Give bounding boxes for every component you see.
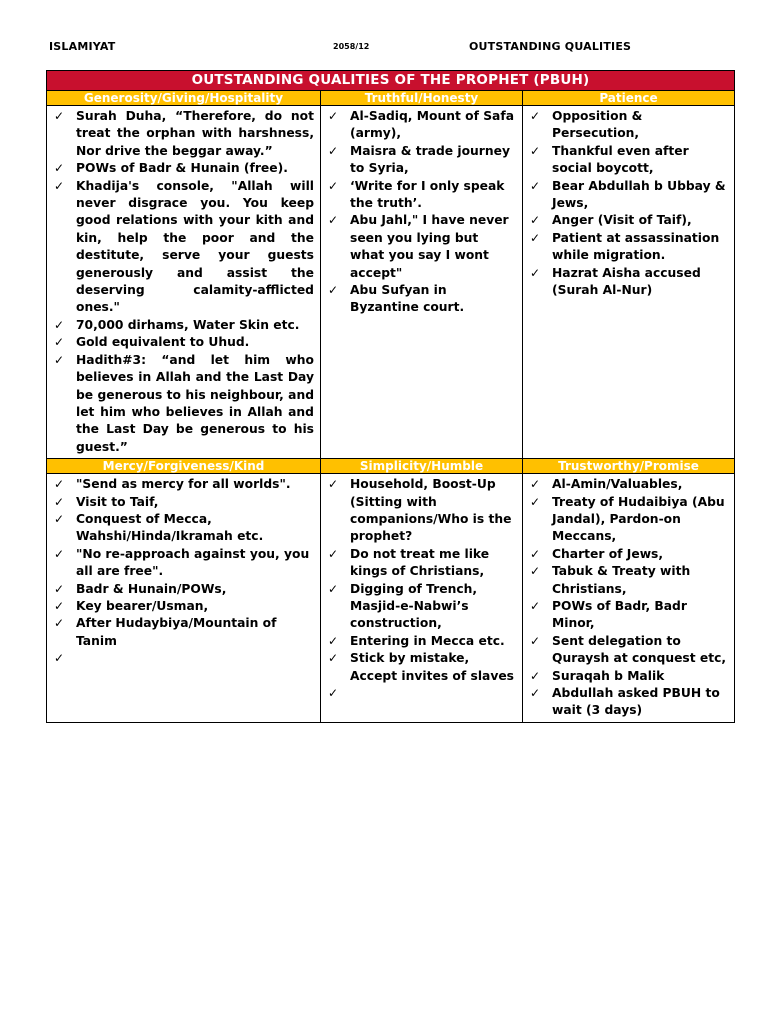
list-item-text: Gold equivalent to Uhud. [76,335,250,350]
checkmark-icon: ✓ [328,546,339,561]
list-item-text: Suraqah b Malik [552,668,665,683]
checkmark-icon: ✓ [530,546,541,561]
list-item-text: Maisra & trade journey to Syria, [350,143,510,176]
list-item-text: Charter of Jews, [552,546,664,561]
list-item-text: Bear Abdullah b Ubbay & Jews, [552,178,726,211]
list-item [523,563,728,598]
content-row-2 [47,474,735,723]
checkmark-icon: ✓ [530,143,541,158]
list-item [47,546,314,581]
list-item-text: Al-Amin/Valuables, [552,477,683,492]
checkmark-icon: ✓ [530,564,541,579]
list-item-text: Thankful even after social boycott, [552,143,689,176]
list-item [47,108,314,160]
topic-label: OUTSTANDING QUALITIES [469,40,632,53]
list-item-text: Tabuk & Treaty with Christians, [552,564,691,596]
list-item-text: 70,000 dirhams, Water Skin etc. [76,317,300,332]
list-item-text: Sent delegation to Quraysh at conquest etc, [552,633,727,666]
category-simplicity: Simplicity/Humble [321,459,523,474]
list-item-text: Visit to Taif, [76,494,159,509]
page-header [0,40,768,56]
list-item-text: Treaty of Hudaibiya (Abu Jandal), Pardon-on Meccans, [552,494,725,544]
checkmark-icon: ✓ [328,213,339,228]
qualities-table [46,70,735,723]
checkmark-icon: ✓ [328,581,339,596]
list-item-text: ‘Write for I only speak the truth’. [350,178,505,211]
list-item-text: Key bearer/Usman, [76,598,209,613]
generosity-cell [47,106,321,459]
checkmark-icon: ✓ [328,143,339,158]
category-truthful: Truthful/Honesty [321,91,523,106]
trustworthy-cell [523,474,735,723]
list-item-text: Al-Sadiq, Mount of Safa (army), [350,109,514,141]
list-item-text: "Send as mercy for all worlds". [76,477,291,492]
table-title: OUTSTANDING QUALITIES OF THE PROPHET (PBUH) [47,71,735,91]
checkmark-icon: ✓ [54,161,65,176]
mercy-cell [47,474,321,723]
table-title-row [47,71,735,91]
checkmark-icon: ✓ [54,335,65,350]
category-generosity: Generosity/Giving/Hospitality [47,91,321,106]
list-item [321,476,516,546]
list-item-text: Do not treat me like kings of Christians, [350,546,490,579]
list-item [523,265,728,300]
checkmark-icon: ✓ [328,633,339,648]
generosity-list [47,106,320,458]
simplicity-list [321,474,522,700]
list-item [47,160,314,177]
checkmark-icon: ✓ [54,598,65,613]
list-item [47,581,314,598]
list-item [47,178,314,317]
list-item [47,598,314,615]
checkmark-icon: ✓ [54,651,65,666]
checkmark-icon: ✓ [328,109,339,123]
list-item [321,143,516,178]
content-row-1 [47,106,735,459]
checkmark-icon: ✓ [328,283,339,298]
checkmark-icon: ✓ [54,616,65,631]
category-patience: Patience [523,91,735,106]
list-item [321,212,516,282]
list-item-text: Opposition & Persecution, [552,109,643,141]
list-item [47,352,314,456]
list-item-text: Conquest of Mecca, Wahshi/Hinda/Ikramah etc. [76,511,264,544]
list-item-text: POWs of Badr & Hunain (free). [76,161,288,176]
category-row-1 [47,91,735,106]
simplicity-cell [321,474,523,723]
list-item [523,108,728,143]
list-item-text: Stick by mistake, Accept invites of slaves [350,651,515,683]
checkmark-icon: ✓ [530,265,541,280]
list-item-text: Khadija's console, "Allah will never disgrace you. You keep good relations with your kith and kin, help the poor and the destitute, serve your guests generously and assist the deserving calamity-afflicted ones." [76,178,314,315]
list-item [47,334,314,351]
list-item-text: POWs of Badr, Badr Minor, [552,598,687,631]
list-item [321,650,516,685]
list-item [321,581,516,633]
checkmark-icon: ✓ [54,581,65,596]
list-item [321,546,516,581]
list-item-text: Surah Duha, “Therefore, do not treat the orphan with harshness, Nor drive the beggar away.” [76,109,314,158]
checkmark-icon: ✓ [54,494,65,509]
list-item [523,633,728,668]
checkmark-icon: ✓ [54,352,65,367]
list-item-text: Hazrat Aisha accused (Surah Al-Nur) [552,265,701,298]
list-item [47,494,314,511]
list-item [47,615,314,650]
mercy-list [47,474,320,666]
checkmark-icon: ✓ [530,477,541,492]
list-item-text: Anger (Visit of Taif), [552,213,692,228]
list-item [523,143,728,178]
list-item [321,282,516,317]
list-item [523,546,728,563]
checkmark-icon: ✓ [54,511,65,526]
list-item [523,494,728,546]
list-item [523,668,728,685]
list-item [47,317,314,334]
checkmark-icon: ✓ [530,178,541,193]
checkmark-icon: ✓ [328,178,339,193]
patience-cell [523,106,735,459]
list-item-text: Badr & Hunain/POWs, [76,581,227,596]
list-item-text: Patient at assassination while migration. [552,230,720,263]
list-item-text: Abdullah asked PBUH to wait (3 days) [552,686,720,718]
category-mercy: Mercy/Forgiveness/Kind [47,459,321,474]
list-item-text: Digging of Trench, Masjid-e-Nabwi’s construction, [350,581,478,631]
subject-label: ISLAMIYAT [49,40,116,53]
list-item [321,178,516,213]
list-item [47,476,314,493]
category-row-2 [47,459,735,474]
checkmark-icon: ✓ [530,213,541,228]
syllabus-code: 2058/12 [333,42,370,51]
list-item [523,212,728,229]
list-item [321,633,516,650]
checkmark-icon: ✓ [328,651,339,666]
list-item-text: Entering in Mecca etc. [350,633,505,648]
checkmark-icon: ✓ [54,109,65,123]
list-item [523,685,728,720]
list-item [47,511,314,546]
checkmark-icon: ✓ [54,477,65,492]
category-trustworthy: Trustworthy/Promise [523,459,735,474]
list-item [523,598,728,633]
checkmark-icon: ✓ [530,109,541,123]
checkmark-icon: ✓ [530,598,541,613]
checkmark-icon: ✓ [530,686,541,700]
checkmark-icon: ✓ [530,668,541,683]
checkmark-icon: ✓ [328,477,339,492]
list-item-text: "No re-approach against you, you all are free". [76,546,310,579]
list-item-text: After Hudaybiya/Mountain of Tanim [76,616,277,648]
trustworthy-list [523,474,734,722]
truthful-list [321,106,522,319]
list-item [523,230,728,265]
checkmark-icon: ✓ [530,633,541,648]
list-item-text: Abu Sufyan in Byzantine court. [350,283,465,315]
checkmark-icon: ✓ [54,178,65,193]
list-item-text: Abu Jahl," I have never seen you lying but what you say I wont accept" [350,213,509,280]
list-item-text: Household, Boost-Up (Sitting with companions/Who is the prophet? [350,477,512,544]
patience-list [523,106,734,301]
truthful-cell [321,106,523,459]
list-item [321,108,516,143]
list-item-text: Hadith#3: “and let him who believes in Allah and the Last Day be generous to his neighbour, and let him who believes in Allah and the Last Day be generous to his guest.” [76,352,314,454]
list-item [523,178,728,213]
checkmark-icon: ✓ [328,686,339,700]
list-item [523,476,728,493]
checkmark-icon: ✓ [530,230,541,245]
checkmark-icon: ✓ [530,494,541,509]
checkmark-icon: ✓ [54,546,65,561]
checkmark-icon: ✓ [54,317,65,332]
